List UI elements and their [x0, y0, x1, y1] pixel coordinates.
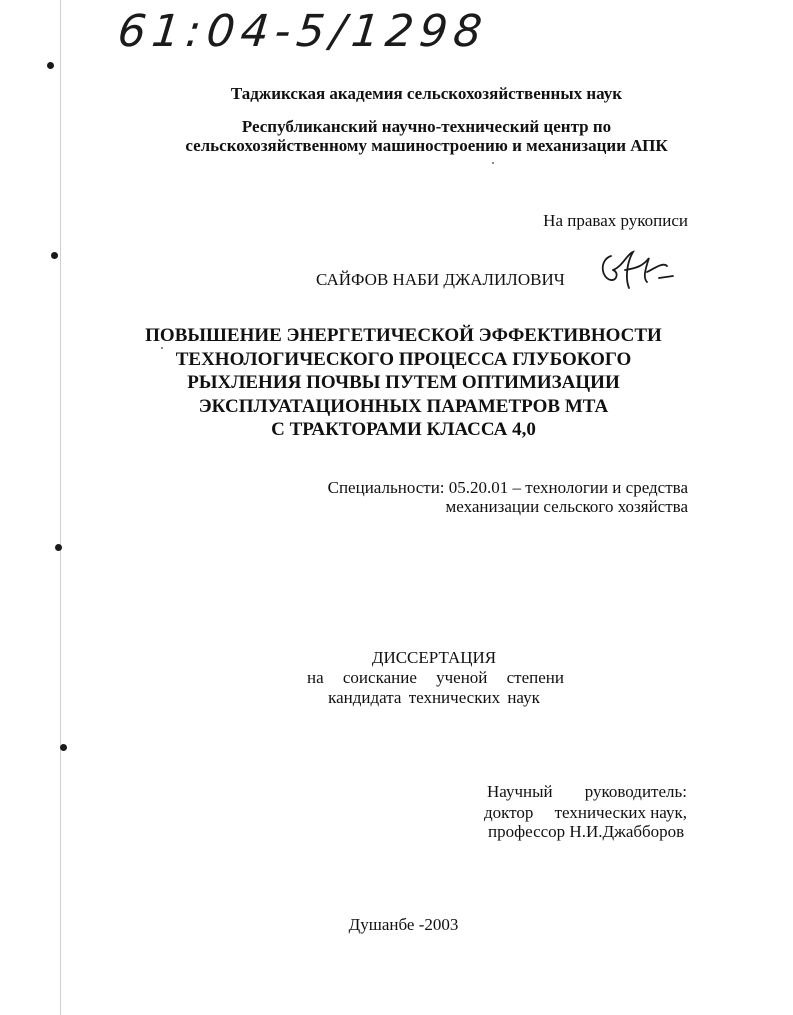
center-name-line2: сельскохозяйственному машиностроению и механизации АПК: [185, 136, 668, 155]
degree-word: соискание: [342, 668, 417, 687]
supervisor-line1: [487, 782, 687, 802]
specialty-line2: механизации сельского хозяйства: [445, 497, 688, 516]
supervisor-line3: профессор Н.И.Джабборов: [488, 822, 685, 841]
supervisor-word: руководитель:: [584, 782, 687, 801]
supervisor-word: технических наук,: [554, 803, 687, 822]
punch-hole-mark: [47, 62, 54, 69]
degree-line1: [307, 668, 564, 688]
supervisor-word: доктор: [484, 803, 534, 822]
dissertation-title: [0, 324, 793, 442]
supervisor-word: Научный: [487, 782, 553, 801]
dissertation-label: ДИССЕРТАЦИЯ: [371, 648, 497, 667]
punch-hole-mark: [60, 744, 67, 751]
degree-word: степени: [506, 668, 564, 687]
specialty-line1: Специальности: 05.20.01 – технологии и средства: [327, 478, 688, 497]
degree-line2: кандидата технических наук: [328, 688, 540, 707]
author-name: САЙФОВ НАБИ ДЖАЛИЛОВИЧ: [316, 270, 565, 289]
scan-speck: [492, 162, 494, 164]
title-line: РЫХЛЕНИЯ ПОЧВЫ ПУТЕМ ОПТИМИЗАЦИИ: [187, 372, 620, 394]
academy-name: Таджикская академия сельскохозяйственных наук: [230, 84, 623, 103]
title-line: ПОВЫШЕНИЕ ЭНЕРГЕТИЧЕСКОЙ ЭФФЕКТИВНОСТИ: [145, 325, 662, 346]
title-line: С ТРАКТОРАМИ КЛАССА 4,0: [271, 419, 536, 441]
archive-handwritten-number: 61:04-5/1298: [115, 6, 491, 57]
supervisor-line2: [484, 803, 687, 823]
center-name-line1: Республиканский научно-технический центр по: [241, 117, 612, 136]
place-year: Душанбе -2003: [348, 915, 459, 934]
author-signature: [597, 248, 677, 294]
degree-word: ученой: [436, 668, 488, 687]
title-line: ТЕХНОЛОГИЧЕСКОГО ПРОЦЕССА ГЛУБОКОГО: [175, 348, 632, 370]
punch-hole-mark: [51, 252, 58, 259]
rights-note: На правах рукописи: [543, 211, 688, 230]
degree-word: на: [307, 668, 324, 687]
title-line: ЭКСПЛУАТАЦИОННЫХ ПАРАМЕТРОВ МТА: [198, 395, 609, 417]
punch-hole-mark: [55, 544, 62, 551]
